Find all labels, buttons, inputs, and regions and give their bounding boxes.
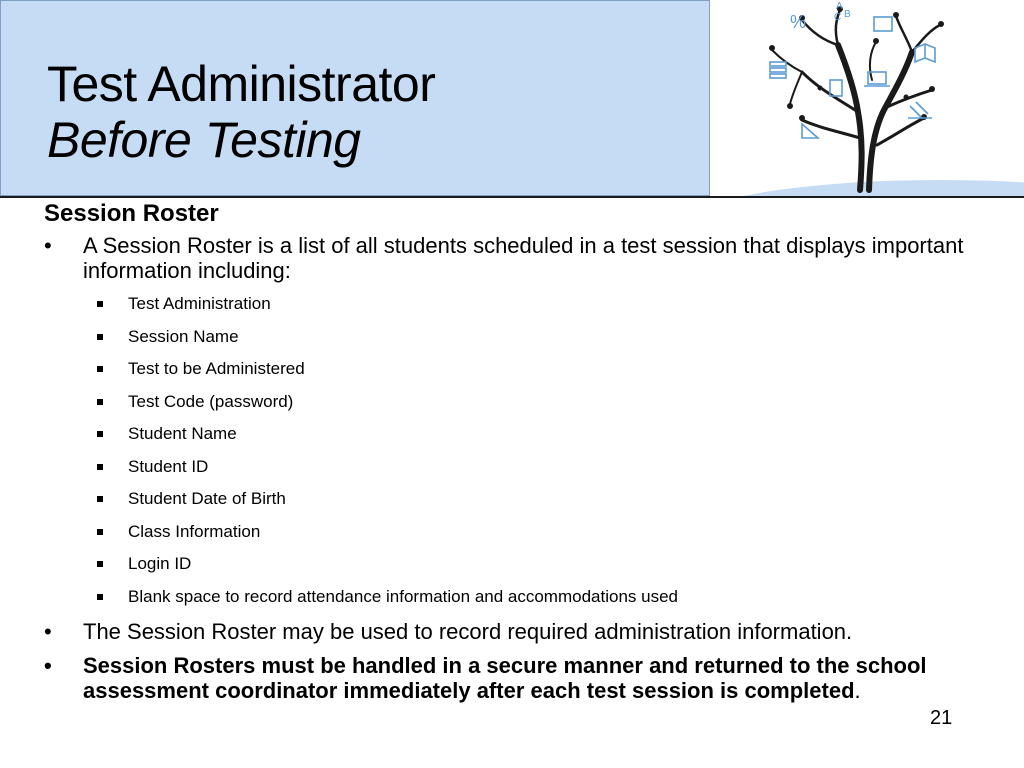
slide-subtitle: Before Testing [47, 112, 361, 168]
roster-fields-list [97, 288, 994, 613]
bullet-roster-usage [44, 619, 994, 644]
bullet-text: A Session Roster is a list of all students scheduled in a test session that displays important information including: [83, 233, 964, 283]
list-item: Blank space to record attendance information and accommodations used [97, 581, 994, 614]
bullet-marker: • [44, 653, 52, 678]
list-item: Class Information [97, 516, 994, 549]
bullet-text-tail: . [854, 678, 861, 703]
compass-icon [908, 102, 932, 118]
tree-branches [772, 10, 940, 190]
bullet-marker: • [44, 619, 52, 644]
list-item: Login ID [97, 548, 994, 581]
letter-a-icon: A [836, 1, 843, 12]
bullet-marker: • [44, 233, 52, 258]
tree-icon [710, 0, 1024, 196]
percent-icon: % [790, 12, 807, 32]
list-item: Student ID [97, 451, 994, 484]
page-number: 21 [930, 707, 953, 729]
list-item: Student Date of Birth [97, 483, 994, 516]
title-header [0, 0, 710, 196]
bullet-secure-handling [44, 653, 994, 703]
list-item: Test Code (password) [97, 386, 994, 419]
list-item: Student Name [97, 418, 994, 451]
header-divider [0, 196, 1024, 198]
section-heading: Session Roster [44, 200, 219, 227]
list-item: Test Administration [97, 288, 994, 321]
chalkboard-icon [874, 17, 892, 31]
list-item: Test to be Administered [97, 353, 994, 386]
bullet-roster-definition [44, 233, 994, 283]
letter-b-icon: B [844, 9, 851, 20]
bullet-text: The Session Roster may be used to record required administration information. [83, 619, 853, 644]
slide-title: Test Administrator [47, 56, 436, 112]
bullet-text-bold: Session Rosters must be handled in a secure manner and returned to the school assessment coordinator immediately after each test session is completed [83, 653, 927, 703]
list-item: Session Name [97, 321, 994, 354]
letter-c-icon: C [834, 12, 842, 23]
slide-content [44, 199, 994, 703]
tree-illustration [710, 0, 1024, 196]
